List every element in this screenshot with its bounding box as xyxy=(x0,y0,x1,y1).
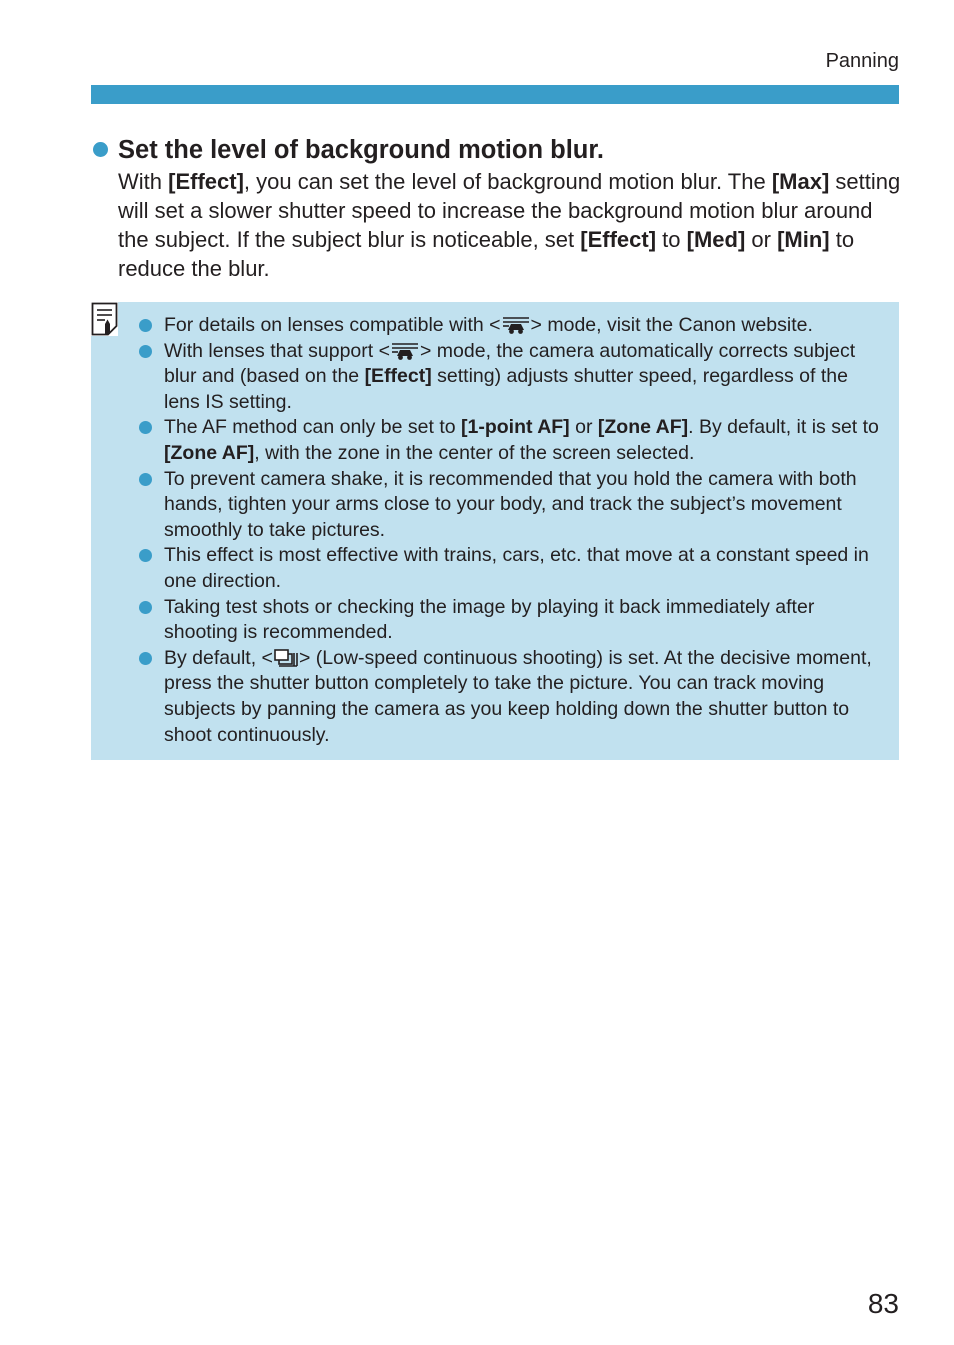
step-heading-text: Set the level of background motion blur. xyxy=(118,136,604,164)
panning-mode-icon xyxy=(390,341,420,361)
note-text: For details on lenses compatible with < xyxy=(164,314,501,336)
zone-af-label: [Zone AF] xyxy=(164,441,255,464)
body-text: to reduce the blur. xyxy=(118,227,855,281)
bullet-icon xyxy=(139,549,152,562)
bullet-icon xyxy=(139,652,152,665)
bullet-icon xyxy=(139,473,152,486)
step-body xyxy=(91,167,908,283)
bullet-icon xyxy=(139,421,152,434)
notes-list xyxy=(138,313,888,748)
body-text: With xyxy=(118,169,169,194)
effect-setting-label: [Effect] xyxy=(364,365,432,388)
note-item xyxy=(138,467,888,544)
med-setting-label: [Med] xyxy=(686,227,746,252)
note-text: setting) adjusts shutter speed, regardless of the lens IS setting. xyxy=(164,365,848,413)
bullet-icon xyxy=(139,345,152,358)
body-text: or xyxy=(745,227,778,252)
note-text: > mode, visit the Canon website. xyxy=(530,314,813,336)
note-text: > (Low-speed continuous shooting) is set. At the decisive moment, press the shutter button completely to take the picture. You can track moving subjects by panning the camera as you keep holding down the shutter button to shoot continuously. xyxy=(164,646,872,746)
note-item xyxy=(138,415,888,466)
note-text: , with the zone in the center of the screen selected. xyxy=(254,441,695,464)
note-text: By default, < xyxy=(164,646,273,669)
step-heading xyxy=(91,133,899,167)
effect-setting-label: [Effect] xyxy=(168,169,244,194)
bullet-icon xyxy=(139,601,152,614)
note-text: > mode, the camera automatically corrects subject blur and (based on the xyxy=(164,339,856,388)
note-item xyxy=(138,595,888,646)
page-number: 83 xyxy=(867,1288,899,1319)
low-speed-continuous-icon xyxy=(273,648,299,668)
note-item xyxy=(138,313,888,339)
bullet-icon xyxy=(139,319,152,332)
running-head: Panning xyxy=(825,50,899,72)
body-text: , you can set the level of background motion blur. The xyxy=(243,169,772,194)
panning-mode-icon xyxy=(501,315,531,335)
effect-setting-label: [Effect] xyxy=(580,227,657,252)
step-section xyxy=(91,133,899,283)
memo-icon xyxy=(91,302,118,336)
min-setting-label: [Min] xyxy=(777,227,830,252)
note-text: With lenses that support < xyxy=(164,339,390,362)
note-item xyxy=(138,543,888,594)
note-item xyxy=(138,646,888,748)
body-text: setting will set a slower shutter speed to increase the background motion blur around the subject. If the subject blur is noticeable, set xyxy=(118,169,901,252)
body-text: to xyxy=(656,227,687,252)
note-item xyxy=(138,339,888,416)
note-text: The AF method can only be set to xyxy=(164,416,462,439)
note-text: or xyxy=(569,416,598,439)
note-text: . By default, it is set to xyxy=(688,416,879,439)
one-point-af-label: [1-point AF] xyxy=(461,416,570,439)
max-setting-label: [Max] xyxy=(771,169,830,194)
note-text: This effect is most effective with trains, cars, etc. that move at a constant speed in one direction. xyxy=(164,544,869,592)
note-text: To prevent camera shake, it is recommended that you hold the camera with both hands, tighten your arms close to your body, and track the subject’s movement smoothly to take pictures. xyxy=(164,467,857,541)
header-bar xyxy=(91,85,899,104)
zone-af-label: [Zone AF] xyxy=(597,416,689,439)
notes-box xyxy=(91,302,899,760)
note-text: Taking test shots or checking the image by playing it back immediately after shooting is recommended. xyxy=(164,595,815,644)
bullet-icon xyxy=(93,142,108,157)
